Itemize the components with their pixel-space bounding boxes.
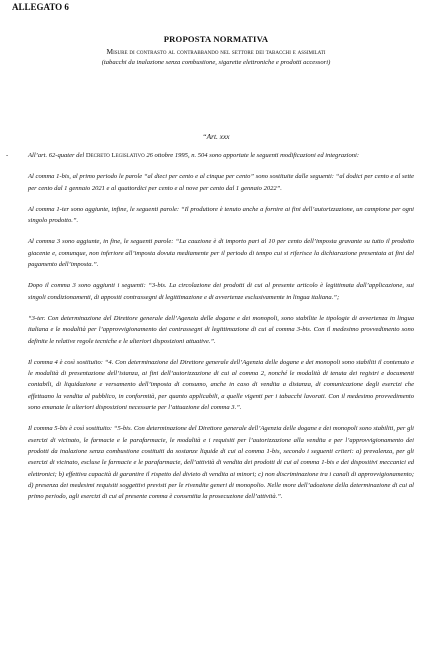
intro-paragraph (4, 150, 414, 161)
allegato-label: ALLEGATO 6 (12, 2, 69, 12)
paragraph-comma-5bis: Il comma 5-bis è così sostituito: “5-bis. Con determinazione del Direttore generale dell’Agenzia delle dogane e dei monopoli sono stabiliti, per gli esercizi di vicinato, le farmacie e le parafarmacie, le modalità e i requisiti per l’autorizzazione alla vendita e per l’approvvigionamento dei prodotti da inalazione senza combustione costituiti da sostanze liquide di cui al comma 1-bis, secondo i seguenti criteri: a) prevalenza, per gli esercizi di vicinato, escluse le farmacie e le parafarmacie, dell’attività di vendita dei prodotti di cui al comma 1-bis e dei dispositivi meccanici ed elettronici; b) effettiva capacità di garantire il rispetto del divieto di vendita ai minori; c) non discriminazione tra i canali di approvvigionamento; d) presenza dei medesimi requisiti soggettivi previsti per le rivendite generi di monopolio. Nelle more dell’adozione della determinazione di cui al primo periodo, agli esercizi di cui al presente comma è consentita la prosecuzione dell’attività.”. (28, 425, 414, 501)
document-subtitle: Misure di contrasto al contrabbando nel settore dei tabacchi e assimilati (106, 47, 326, 56)
document-note: (tabacchi da inalazione senza combustione, sigarette elettroniche e prodotti accessori) (101, 59, 331, 66)
decree-name: Decreto Legislativo (85, 152, 145, 159)
intro-text-after: 26 ottobre 1995, n. 504 sono apportate le seguenti modificazioni ed integrazioni: (144, 152, 360, 159)
paragraph-comma-4: Il comma 4 è così sostituito: “4. Con determinazione del Direttore generale dell’Agenzia delle dogane e dei monopoli sono stabiliti il contenuto e le modalità di presentazione dell’istanza, ai fini dell’autorizzazione di cui al comma 2, nonché le modalità di tenuta dei registri e documenti contabili, di liquidazione e versamento dell’imposta di consumo, anche in caso di vendita a distanza, di comunicazione degli esercizi che effettuano la vendita al pubblico, in conformità, per quanto applicabili, a quelle vigenti per i tabacchi lavorati. Con il medesimo provvedimento sono emanate le ulteriori disposizioni necessarie per l’attuazione del comma 3.”. (28, 358, 414, 412)
article-heading: “Art. xxx (202, 132, 230, 141)
paragraph-comma-3bis: Dopo il comma 3 sono aggiunti i seguenti: “3-bis. La circolazione dei prodotti di cui al presente articolo è legittimata dall’applicazione, sui singoli condizionamenti, di appositi contrassegni di legittimazione e di avvertenze esclusivamente in lingua italiana.”; (28, 282, 414, 301)
document-title: PROPOSTA NORMATIVA (163, 34, 269, 44)
list-dash: - (6, 152, 9, 159)
paragraph-comma-3: Al comma 3 sono aggiunte, in fine, le seguenti parole: “La cauzione è di importo pari al 10 per cento dell’imposta gravante su tutto il prodotto giacente e, comunque, non inferiore all’imposta dovuta mediamente per il periodo di tempo cui si riferisce la dichiarazione presentata ai fini del pagamento dell’imposta.”. (28, 238, 414, 269)
intro-text-before: All’art. 62-quater del (28, 152, 86, 159)
document-header (0, 34, 432, 66)
document-body (4, 150, 414, 502)
paragraph-comma-3ter: “3-ter. Con determinazione del Direttore generale dell’Agenzia delle dogane e dei monopoli, sono stabilite le tipologie di avvertenza in lingua italiana e le modalità per l’approvvigionamento dei contrassegni di legittimazione di cui al comma 3-bis. Con il medesimo provvedimento sono definite le relative regole tecniche e le ulteriori disposizioni attuative.”. (28, 314, 414, 345)
paragraph-comma-1ter: Al comma 1-ter sono aggiunte, infine, le seguenti parole: “Il produttore è tenuto anche a fornire ai fini dell’autorizzazione, un campione per ogni singolo prodotto.”. (28, 205, 414, 225)
paragraph-comma-1bis: Al comma 1-bis, al primo periodo le parole “al dieci per cento e al cinque per cento” sono sostituite dalle seguenti: “al dodici per cento e al sette per cento dal 1 gennaio 2021 e al quattordici per cento e al nove per cento dal 1 gennaio 2022”. (28, 173, 414, 192)
